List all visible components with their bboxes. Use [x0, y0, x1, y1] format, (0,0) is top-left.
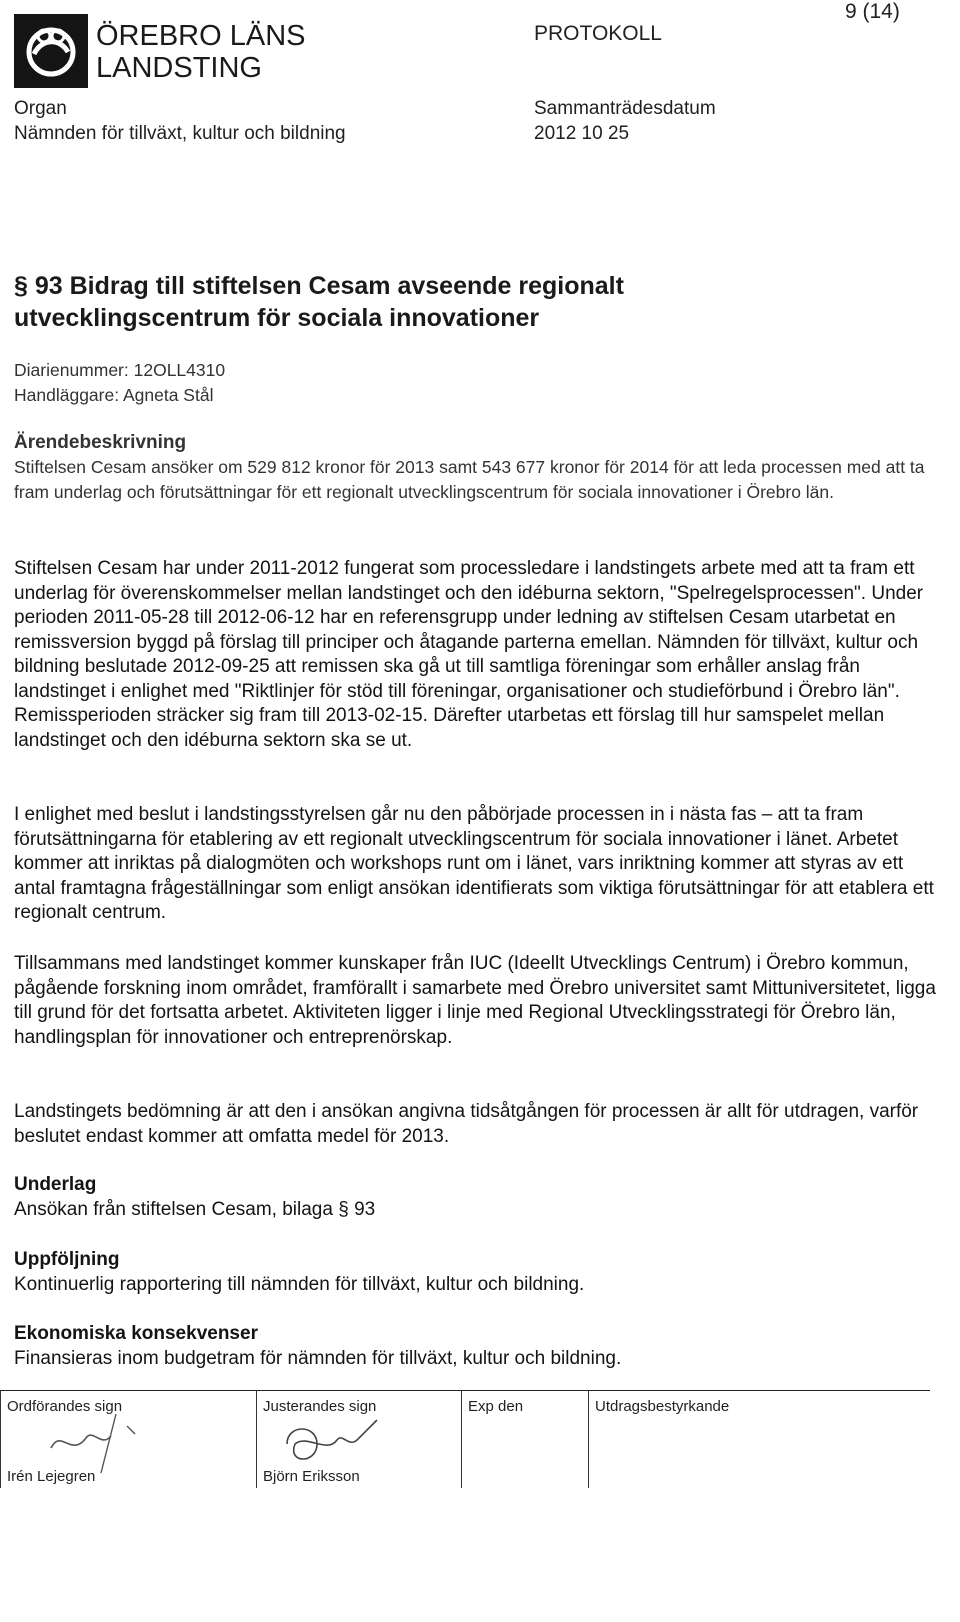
justerande-cell	[256, 1390, 461, 1488]
utdrag-cell	[588, 1390, 919, 1488]
arendebeskrivning-block	[14, 430, 944, 504]
justerande-signature-icon	[277, 1414, 387, 1474]
arendebeskrivning-heading: Ärendebeskrivning	[14, 432, 187, 453]
underlag-heading: Underlag	[14, 1174, 97, 1195]
section-title-line2: utvecklingscentrum för sociala innovationer	[14, 304, 540, 332]
exp-label: Exp den	[468, 1398, 524, 1415]
ekonomi-text: Finansieras inom budgetram för nämnden för tillväxt, kultur och bildning.	[14, 1347, 622, 1369]
date-block	[534, 96, 716, 146]
uppfoljning-block	[14, 1248, 944, 1297]
section-title	[14, 270, 624, 334]
section-title-line1: § 93 Bidrag till stiftelsen Cesam avseende regionalt	[14, 272, 624, 300]
justerande-name: Björn Eriksson	[263, 1468, 360, 1485]
case-meta	[14, 358, 225, 408]
uppfoljning-text: Kontinuerlig rapportering till nämnden för tillväxt, kultur och bildning.	[14, 1273, 585, 1295]
organ-value: Nämnden för tillväxt, kultur och bildning	[14, 123, 346, 144]
underlag-text: Ansökan från stiftelsen Cesam, bilaga § 93	[14, 1198, 376, 1220]
date-label: Sammanträdesdatum	[534, 98, 716, 119]
organ-block	[14, 96, 346, 146]
organization-name	[96, 20, 306, 84]
paragraph-3: I enlighet med beslut i landstingsstyrelsen går nu den påbörjade processen in i nästa fas – att ta fram förutsättningarna för etablering av ett regionalt utvecklingscentrum för sociala innovationer i länet. Arbetet kommer att inriktas på dialogmöten och workshops runt om i länet, vars inriktning kommer att styras av ett antal framtagna frågeställningar som enligt ansökan identifierats som viktiga förutsättningar för att etablera ett regionalt centrum.	[14, 804, 934, 923]
underlag-block	[14, 1173, 944, 1222]
signature-table	[0, 1390, 930, 1490]
logo-emblem-icon	[14, 14, 88, 88]
paragraph-5: Landstingets bedömning är att den i ansökan angivna tidsåtgången för processen är allt för utdragen, varför beslutet endast kommer att omfatta medel för 2013.	[14, 1101, 919, 1147]
date-value: 2012 10 25	[534, 123, 630, 144]
ordforande-name: Irén Lejegren	[7, 1468, 96, 1485]
diarienummer: Diarienummer: 12OLL4310	[14, 360, 226, 380]
organ-label: Organ	[14, 98, 67, 119]
landsting-logo	[14, 14, 88, 88]
uppfoljning-heading: Uppföljning	[14, 1249, 120, 1270]
ordforande-label: Ordförandes sign	[7, 1398, 123, 1415]
ekonomi-heading: Ekonomiska konsekvenser	[14, 1323, 258, 1344]
justerande-label: Justerandes sign	[263, 1398, 377, 1415]
exp-cell	[461, 1390, 588, 1488]
paragraph-4: Tillsammans med landstinget kommer kunskaper från IUC (Ideellt Utvecklings Centrum) i Örebro kommun, pågående forskning inom området, framförallt i samarbete med Örebro universitet samt Mittuniversitetet, ligga till grund för det fortsatta arbetet. Aktiviteten ligger i linje med Regional Utvecklingsstrategi för Örebro län, handlingsplan för innovationer och entreprenörskap.	[14, 953, 936, 1048]
org-name-line1: ÖREBRO LÄNS	[96, 20, 306, 52]
ekonomi-block	[14, 1322, 944, 1371]
document-type: PROTOKOLL	[534, 22, 662, 45]
ordforande-cell	[0, 1390, 256, 1488]
org-name-line2: LANDSTING	[96, 52, 262, 84]
paragraph-1: Stiftelsen Cesam ansöker om 529 812 kronor för 2013 samt 543 677 kronor för 2014 för att leda processen med att ta fram underlag och förutsättningar för ett regionalt utvecklingscentrum för sociala innovationer i Örebro län.	[14, 457, 925, 502]
page-number: 9 (14)	[845, 0, 900, 23]
handlaggare: Handläggare: Agneta Stål	[14, 385, 214, 405]
utdrag-label: Utdragsbestyrkande	[595, 1398, 730, 1415]
paragraph-2: Stiftelsen Cesam har under 2011-2012 fungerat som processledare i landstingets arbete med att ta fram ett underlag för överenskommelser mellan landstinget och den idéburna sektorn, "Spelregelsprocessen". Under perioden 2011-05-28 till 2012-06-12 har en referensgrupp under ledning av stiftelsen Cesam utarbetat en remissversion byggd på förslag till principer och åtagande parterna emellan. Nämnden för tillväxt, kultur och bildning beslutade 2012-09-25 att remissen ska gå ut till samtliga föreningar som erhåller anslag från landstinget i enlighet med "Riktlinjer för stöd till föreningar, organisationer och studieförbund i Örebro län". Remissperioden sträcker sig fram till 2013-02-15. Därefter utarbetas ett förslag till hur samspelet mellan landstinget och den idéburna sektorn ska se ut.	[14, 558, 924, 751]
